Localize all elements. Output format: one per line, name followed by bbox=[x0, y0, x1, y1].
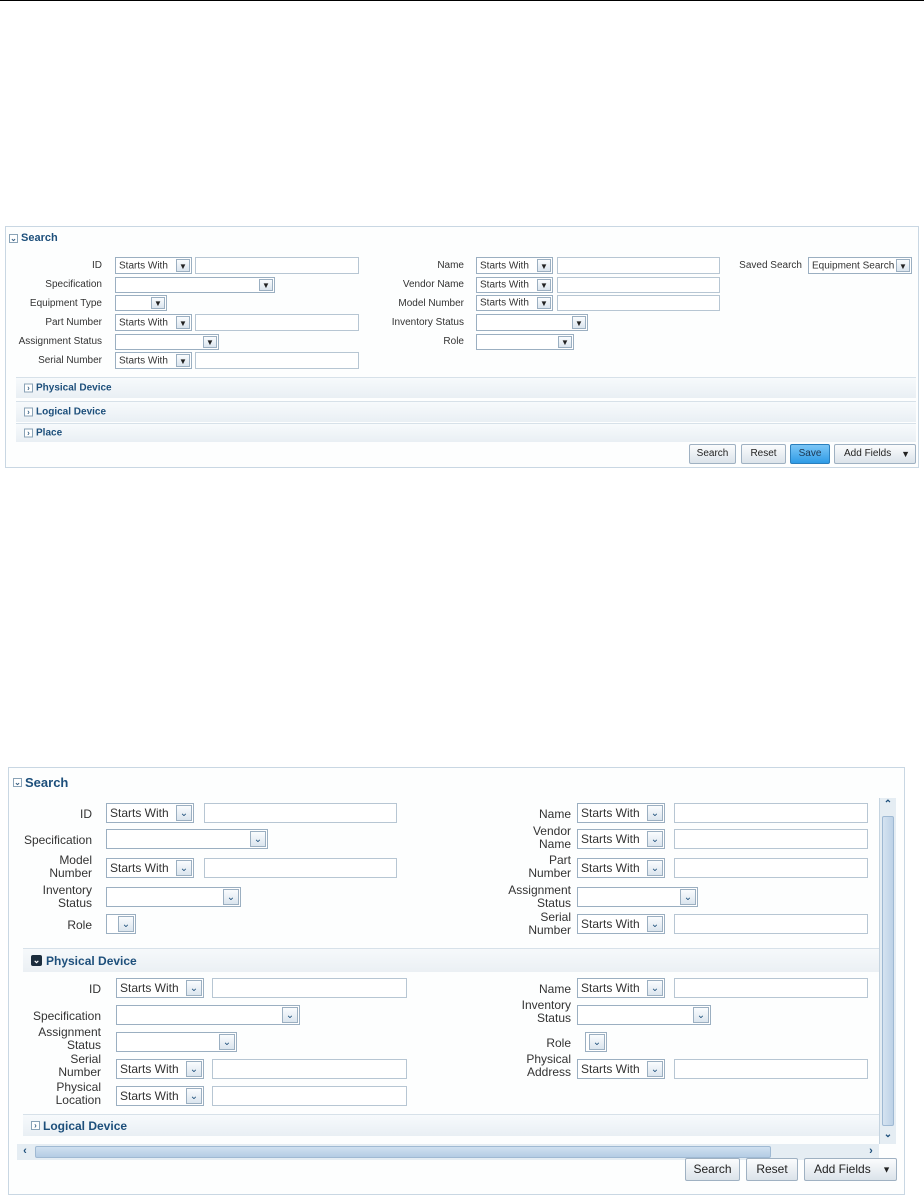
specification-label: Specification bbox=[23, 833, 92, 847]
name-label: Name bbox=[538, 807, 571, 821]
assignment-status-label: Assignment Status bbox=[508, 883, 571, 910]
equipment-type-select[interactable] bbox=[115, 295, 167, 311]
physical-assignment-status-select[interactable] bbox=[116, 1032, 237, 1052]
chevron-down-icon: ⌄ bbox=[186, 980, 202, 996]
physical-id-input[interactable] bbox=[212, 978, 407, 998]
name-operator-select[interactable]: Starts With ⌄ bbox=[577, 803, 665, 823]
role-label: Role bbox=[443, 336, 464, 347]
inventory-status-select[interactable] bbox=[106, 887, 241, 907]
chevron-down-icon: ▼ bbox=[176, 259, 190, 272]
panel-title: Search bbox=[25, 775, 69, 790]
id-label: ID bbox=[92, 260, 102, 271]
id-operator-select[interactable]: Starts With ⌄ bbox=[106, 803, 194, 823]
physical-address-input[interactable] bbox=[674, 1059, 868, 1079]
chevron-down-icon: ▼ bbox=[151, 297, 165, 309]
chevron-down-icon: ⌄ bbox=[118, 916, 134, 932]
model-number-label: Model Number bbox=[398, 298, 464, 309]
physical-inventory-status-select[interactable] bbox=[577, 1005, 711, 1025]
chevron-down-icon: ▼ bbox=[882, 1164, 891, 1174]
physical-serial-number-input[interactable] bbox=[212, 1059, 407, 1079]
name-input[interactable] bbox=[674, 803, 868, 823]
expand-icon[interactable]: › bbox=[24, 384, 33, 393]
name-input[interactable] bbox=[557, 257, 720, 274]
save-button[interactable]: Save bbox=[790, 444, 830, 464]
chevron-down-icon: ▼ bbox=[203, 336, 217, 348]
id-operator-select[interactable]: Starts With ▼ bbox=[115, 257, 192, 274]
physical-specification-label: Specification bbox=[32, 1009, 101, 1023]
search-button[interactable]: Search bbox=[685, 1158, 740, 1181]
collapse-icon[interactable]: ⌄ bbox=[14, 778, 21, 787]
vendor-name-input[interactable] bbox=[674, 829, 868, 849]
vendor-name-label: Vendor Name bbox=[532, 824, 571, 851]
vendor-name-operator-select[interactable]: Starts With ⌄ bbox=[577, 829, 665, 849]
expand-icon[interactable]: › bbox=[24, 408, 33, 417]
physical-id-label: ID bbox=[89, 982, 101, 996]
chevron-down-icon: ⌄ bbox=[589, 1034, 605, 1050]
chevron-down-icon: ⌄ bbox=[693, 1007, 709, 1023]
section-title: Physical Device bbox=[36, 382, 112, 394]
model-number-operator-select[interactable]: Starts With ⌄ bbox=[106, 858, 194, 878]
physical-address-label: Physical Address bbox=[526, 1052, 571, 1079]
collapse-icon[interactable]: ⌄ bbox=[32, 955, 41, 965]
top-divider bbox=[0, 0, 924, 1]
physical-role-select[interactable] bbox=[585, 1032, 607, 1052]
chevron-down-icon: ▼ bbox=[537, 259, 551, 272]
physical-specification-select[interactable] bbox=[116, 1005, 300, 1025]
search-panel-expanded bbox=[8, 767, 905, 1195]
physical-id-operator-select[interactable]: Starts With ⌄ bbox=[116, 978, 204, 998]
model-number-label: Model Number bbox=[49, 853, 92, 880]
chevron-left-icon[interactable]: ‹ bbox=[23, 1145, 27, 1157]
model-number-input[interactable] bbox=[204, 858, 397, 878]
physical-location-label: Physical Location bbox=[55, 1080, 101, 1107]
chevron-down-icon: ▼ bbox=[176, 316, 190, 329]
panel-title: Search bbox=[21, 232, 58, 244]
chevron-down-icon: ⌄ bbox=[250, 831, 266, 847]
inventory-status-label: Inventory Status bbox=[42, 883, 92, 910]
role-select[interactable] bbox=[106, 914, 136, 934]
place-section[interactable] bbox=[16, 423, 916, 442]
chevron-down-icon: ⌄ bbox=[219, 1034, 235, 1050]
chevron-down-icon: ⌄ bbox=[680, 889, 696, 905]
serial-number-label: Serial Number bbox=[38, 355, 102, 366]
physical-name-operator-select[interactable]: Starts With ⌄ bbox=[577, 978, 665, 998]
physical-role-label: Role bbox=[546, 1036, 571, 1050]
chevron-down-icon: ⌄ bbox=[186, 1088, 202, 1104]
search-panel-header[interactable] bbox=[13, 775, 68, 790]
chevron-down-icon: ▼ bbox=[537, 297, 551, 309]
add-fields-button[interactable] bbox=[834, 444, 916, 464]
vendor-name-label: Vendor Name bbox=[402, 279, 464, 290]
section-title: Logical Device bbox=[36, 406, 107, 418]
physical-location-input[interactable] bbox=[212, 1086, 407, 1106]
assignment-status-select[interactable] bbox=[115, 334, 219, 350]
inventory-status-label: Inventory Status bbox=[391, 317, 464, 328]
chevron-down-icon: ⌄ bbox=[647, 805, 663, 821]
physical-inventory-status-label: Inventory Status bbox=[521, 998, 571, 1025]
saved-search-select[interactable]: Equipment Search ▼ bbox=[808, 257, 912, 274]
search-panel-compact bbox=[5, 226, 919, 468]
part-number-operator-select[interactable]: Starts With ▼ bbox=[115, 314, 192, 331]
role-select[interactable] bbox=[476, 334, 574, 350]
reset-button[interactable]: Reset bbox=[741, 444, 786, 464]
reset-button[interactable]: Reset bbox=[746, 1158, 798, 1181]
model-number-operator-select[interactable]: Starts With ▼ bbox=[476, 295, 553, 311]
equipment-type-label: Equipment Type bbox=[29, 298, 102, 309]
vertical-scroll-thumb[interactable] bbox=[882, 816, 894, 1126]
specification-select[interactable] bbox=[106, 829, 268, 849]
vertical-scrollbar[interactable] bbox=[879, 798, 896, 1144]
id-label: ID bbox=[80, 807, 92, 821]
chevron-down-icon: ⌄ bbox=[647, 916, 663, 932]
physical-location-operator-select[interactable]: Starts With ⌄ bbox=[116, 1086, 204, 1106]
serial-number-label: Serial Number bbox=[528, 910, 571, 937]
serial-number-operator-select[interactable]: Starts With ▼ bbox=[115, 352, 192, 369]
horizontal-scroll-thumb[interactable] bbox=[35, 1146, 771, 1158]
chevron-up-icon[interactable]: ⌃ bbox=[883, 799, 893, 810]
section-title: Logical Device bbox=[43, 1118, 128, 1133]
assignment-status-select[interactable] bbox=[577, 887, 698, 907]
part-number-label: Part Number bbox=[45, 317, 102, 328]
physical-device-section[interactable] bbox=[23, 948, 879, 972]
saved-search-label: Saved Search bbox=[739, 260, 802, 271]
physical-name-label: Name bbox=[538, 982, 571, 996]
model-number-input[interactable] bbox=[557, 295, 720, 311]
chevron-down-icon: ⌄ bbox=[647, 1061, 663, 1077]
vendor-name-operator-select[interactable]: Starts With ▼ bbox=[476, 277, 553, 293]
chevron-right-icon[interactable]: › bbox=[869, 1145, 873, 1157]
inventory-status-select[interactable] bbox=[476, 314, 588, 331]
section-title: Place bbox=[36, 427, 63, 439]
chevron-down-icon: ⌄ bbox=[282, 1007, 298, 1023]
physical-device-section[interactable] bbox=[16, 377, 916, 398]
part-number-input[interactable] bbox=[195, 314, 359, 331]
physical-assignment-status-label: Assignment Status bbox=[38, 1025, 101, 1052]
section-title: Physical Device bbox=[46, 953, 137, 968]
search-panel-header[interactable] bbox=[9, 232, 58, 244]
chevron-down-icon: ▼ bbox=[259, 279, 273, 291]
vendor-name-input[interactable] bbox=[557, 277, 720, 293]
part-number-label: Part Number bbox=[528, 853, 571, 880]
physical-serial-number-operator-select[interactable]: Starts With ⌄ bbox=[116, 1059, 204, 1079]
name-operator-select[interactable]: Starts With ▼ bbox=[476, 257, 553, 274]
logical-device-section[interactable] bbox=[23, 1114, 879, 1136]
chevron-down-icon: ⌄ bbox=[176, 805, 192, 821]
physical-serial-number-label: Serial Number bbox=[58, 1052, 101, 1079]
add-fields-label: Add Fields bbox=[814, 1162, 871, 1176]
search-button[interactable]: Search bbox=[689, 444, 736, 464]
chevron-down-icon[interactable]: ⌄ bbox=[883, 1129, 893, 1140]
chevron-down-icon: ▼ bbox=[901, 449, 910, 459]
specification-label: Specification bbox=[45, 279, 102, 290]
chevron-down-icon: ⌄ bbox=[176, 860, 192, 876]
chevron-down-icon: ▼ bbox=[896, 259, 910, 272]
add-fields-label: Add Fields bbox=[844, 448, 892, 459]
collapse-icon[interactable]: ⌄ bbox=[10, 233, 17, 243]
specification-select[interactable] bbox=[115, 277, 275, 293]
name-label: Name bbox=[437, 260, 464, 271]
expand-icon[interactable]: › bbox=[31, 1121, 40, 1130]
serial-number-operator-select[interactable]: Starts With ⌄ bbox=[577, 914, 665, 934]
chevron-down-icon: ▼ bbox=[176, 354, 190, 367]
chevron-down-icon: ⌄ bbox=[647, 980, 663, 996]
id-input[interactable] bbox=[204, 803, 397, 823]
part-number-input[interactable] bbox=[674, 858, 868, 878]
assignment-status-label: Assignment Status bbox=[18, 336, 102, 347]
chevron-down-icon: ▼ bbox=[537, 279, 551, 291]
part-number-operator-select[interactable]: Starts With ⌄ bbox=[577, 858, 665, 878]
serial-number-input[interactable] bbox=[674, 914, 868, 934]
role-label: Role bbox=[67, 918, 92, 932]
id-input[interactable] bbox=[195, 257, 359, 274]
chevron-down-icon: ⌄ bbox=[647, 831, 663, 847]
serial-number-input[interactable] bbox=[195, 352, 359, 369]
chevron-down-icon: ⌄ bbox=[186, 1061, 202, 1077]
chevron-down-icon: ▼ bbox=[558, 336, 572, 348]
physical-name-input[interactable] bbox=[674, 978, 868, 998]
add-fields-button[interactable] bbox=[804, 1158, 897, 1181]
chevron-down-icon: ▼ bbox=[572, 316, 586, 329]
expand-icon[interactable]: › bbox=[24, 429, 33, 438]
logical-device-section[interactable] bbox=[16, 401, 916, 422]
chevron-down-icon: ⌄ bbox=[223, 889, 239, 905]
physical-address-operator-select[interactable]: Starts With ⌄ bbox=[577, 1059, 665, 1079]
chevron-down-icon: ⌄ bbox=[647, 860, 663, 876]
